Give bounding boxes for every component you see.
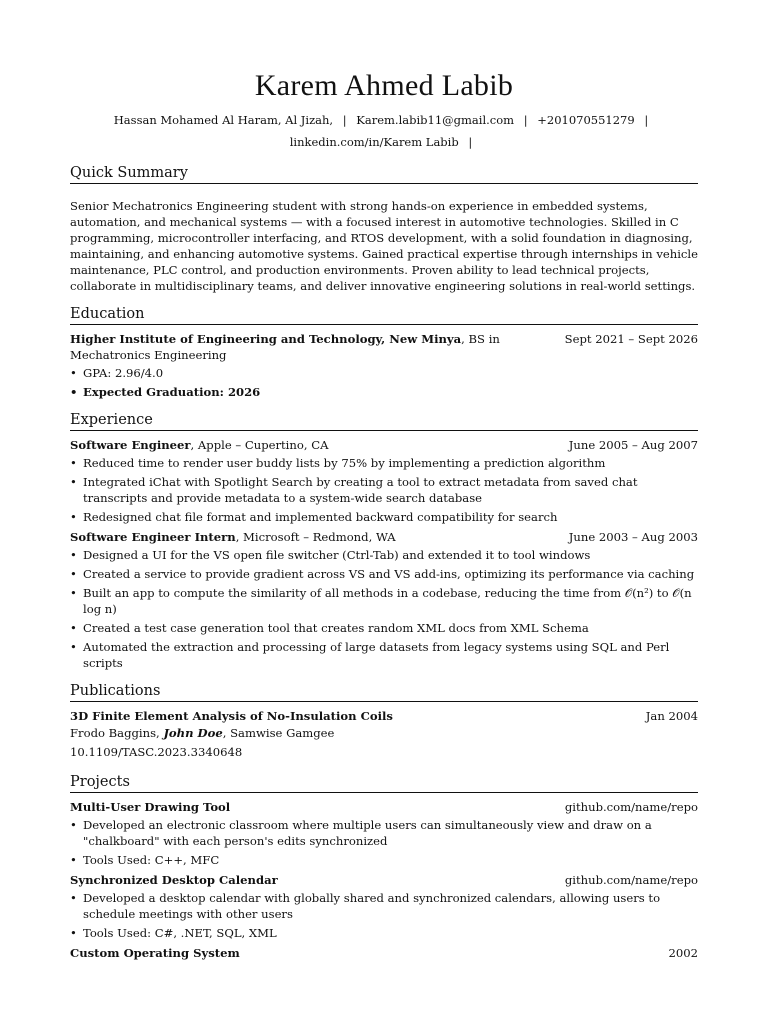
section-title-publications: Publications (70, 683, 698, 702)
job-bullets (70, 547, 698, 671)
job-bullet: • Designed a UI for the VS open file switcher (Ctrl-Tab) and extended it to tool windows (70, 547, 698, 563)
contact-line-1 (70, 109, 698, 131)
education-degree: , BS in Mechatronics Engineering (70, 332, 500, 362)
project-entry-head (70, 945, 698, 961)
education-entry-head (70, 331, 698, 363)
publication-author: Frodo Baggins, (70, 726, 164, 740)
section-title-summary: Quick Summary (70, 165, 698, 184)
project-bullets (70, 817, 698, 868)
job-bullet: • Built an app to compute the similarity of all methods in a codebase, reducing the time from 𝒪(n²) to 𝒪(n log n) (70, 585, 698, 617)
project-bullets (70, 890, 698, 941)
project-name: Synchronized Desktop Calendar (70, 873, 278, 887)
job-role: Software Engineer Intern (70, 530, 236, 544)
contact-email[interactable]: Karem.labib11@gmail.com (356, 113, 515, 127)
section-experience (70, 412, 698, 671)
summary-text: Senior Mechatronics Engineering student with strong hands-on experience in embedded systems, automation, and mechanical systems — with a focused interest in automotive technologies. Skilled in C programming, microcontroller interfacing, and RTOS development, with a solid foundation in diagnosing, maintaining, and enhancing automotive systems. Gained practical expertise through internships in vehicle maintenance, PLC control, and production environments. Proven ability to lead technical projects, collaborate in multidisciplinary teams, and deliver innovative engineering solutions in real-world settings. (70, 199, 698, 293)
section-education (70, 306, 698, 400)
job-bullet: • Created a test case generation tool that creates random XML docs from XML Schema (70, 620, 698, 636)
contact-separator: | (523, 113, 528, 127)
education-school: Higher Institute of Engineering and Technology, New Minya (70, 332, 462, 346)
job-dates: June 2005 – Aug 2007 (568, 438, 698, 452)
publication-author: , Samwise Gamgee (222, 726, 335, 740)
project-name: Custom Operating System (70, 946, 240, 960)
job-company: , Microsoft – Redmond, WA (235, 530, 396, 544)
education-details (70, 365, 698, 400)
education-entry-title (70, 331, 565, 363)
contact-separator: | (644, 113, 649, 127)
job-title (70, 529, 396, 545)
section-title-projects: Projects (70, 774, 698, 793)
resume-name: Karem Ahmed Labib (254, 69, 514, 102)
project-bullet: • Tools Used: C++, MFC (70, 852, 698, 868)
job-role: Software Engineer (70, 438, 191, 452)
education-graduation: • Expected Graduation: 2026 (70, 384, 698, 400)
project-bullet: • Developed an electronic classroom where multiple users can simultaneously view and draw on a "chalkboard" with each person's edits synchronized (70, 817, 698, 849)
publication-authors (70, 724, 698, 743)
job-entry-head (70, 437, 698, 453)
publication-author-highlight: John Doe (163, 726, 223, 740)
contact-linkedin[interactable]: linkedin.com/in/Karem Labib (289, 135, 459, 149)
contact-separator: | (468, 135, 473, 149)
section-title-education: Education (70, 306, 698, 325)
publication-doi[interactable]: 10.1109/TASC.2023.3340648 (70, 745, 243, 759)
education-gpa: • GPA: 2.96/4.0 (70, 365, 698, 381)
section-summary (70, 165, 698, 294)
publication-date: Jan 2004 (645, 709, 698, 723)
project-entry-head (70, 799, 698, 815)
project-name: Multi-User Drawing Tool (70, 800, 231, 814)
education-dates: Sept 2021 – Sept 2026 (564, 332, 698, 346)
contact-address: Hassan Mohamed Al Haram, Al Jizah, (113, 113, 334, 127)
contact-info (70, 109, 698, 153)
section-title-experience: Experience (70, 412, 698, 431)
job-company: , Apple – Cupertino, CA (190, 438, 329, 452)
contact-separator: | (342, 113, 347, 127)
job-bullet: • Created a service to provide gradient across VS and VS add-ins, optimizing its performance via caching (70, 566, 698, 582)
contact-line-2 (70, 131, 698, 153)
job-entry-head (70, 529, 698, 545)
job-bullet: • Integrated iChat with Spotlight Search by creating a tool to extract metadata from saved chat transcripts and provide metadata to a system-wide search database (70, 474, 698, 506)
project-link[interactable]: github.com/name/repo (564, 800, 698, 814)
job-bullets (70, 455, 698, 525)
job-bullet: • Reduced time to render user buddy lists by 75% by implementing a prediction algorithm (70, 455, 698, 471)
project-link[interactable]: github.com/name/repo (564, 873, 698, 887)
publication-entry-head (70, 708, 698, 724)
job-title (70, 437, 328, 453)
publication-title: 3D Finite Element Analysis of No-Insulation Coils (70, 709, 393, 723)
job-dates: June 2003 – Aug 2003 (568, 530, 698, 544)
contact-phone[interactable]: +201070551279 (537, 113, 635, 127)
job-bullet: • Redesigned chat file format and implemented backward compatibility for search (70, 509, 698, 525)
project-bullet: • Developed a desktop calendar with globally shared and synchronized calendars, allowing users to schedule meetings with other users (70, 890, 698, 922)
section-projects (70, 774, 698, 961)
project-bullet: • Tools Used: C#, .NET, SQL, XML (70, 925, 698, 941)
project-entry-head (70, 872, 698, 888)
project-year: 2002 (668, 946, 698, 960)
job-bullet: • Automated the extraction and processing of large datasets from legacy systems using SQL and Perl scripts (70, 639, 698, 671)
section-publications (70, 683, 698, 762)
